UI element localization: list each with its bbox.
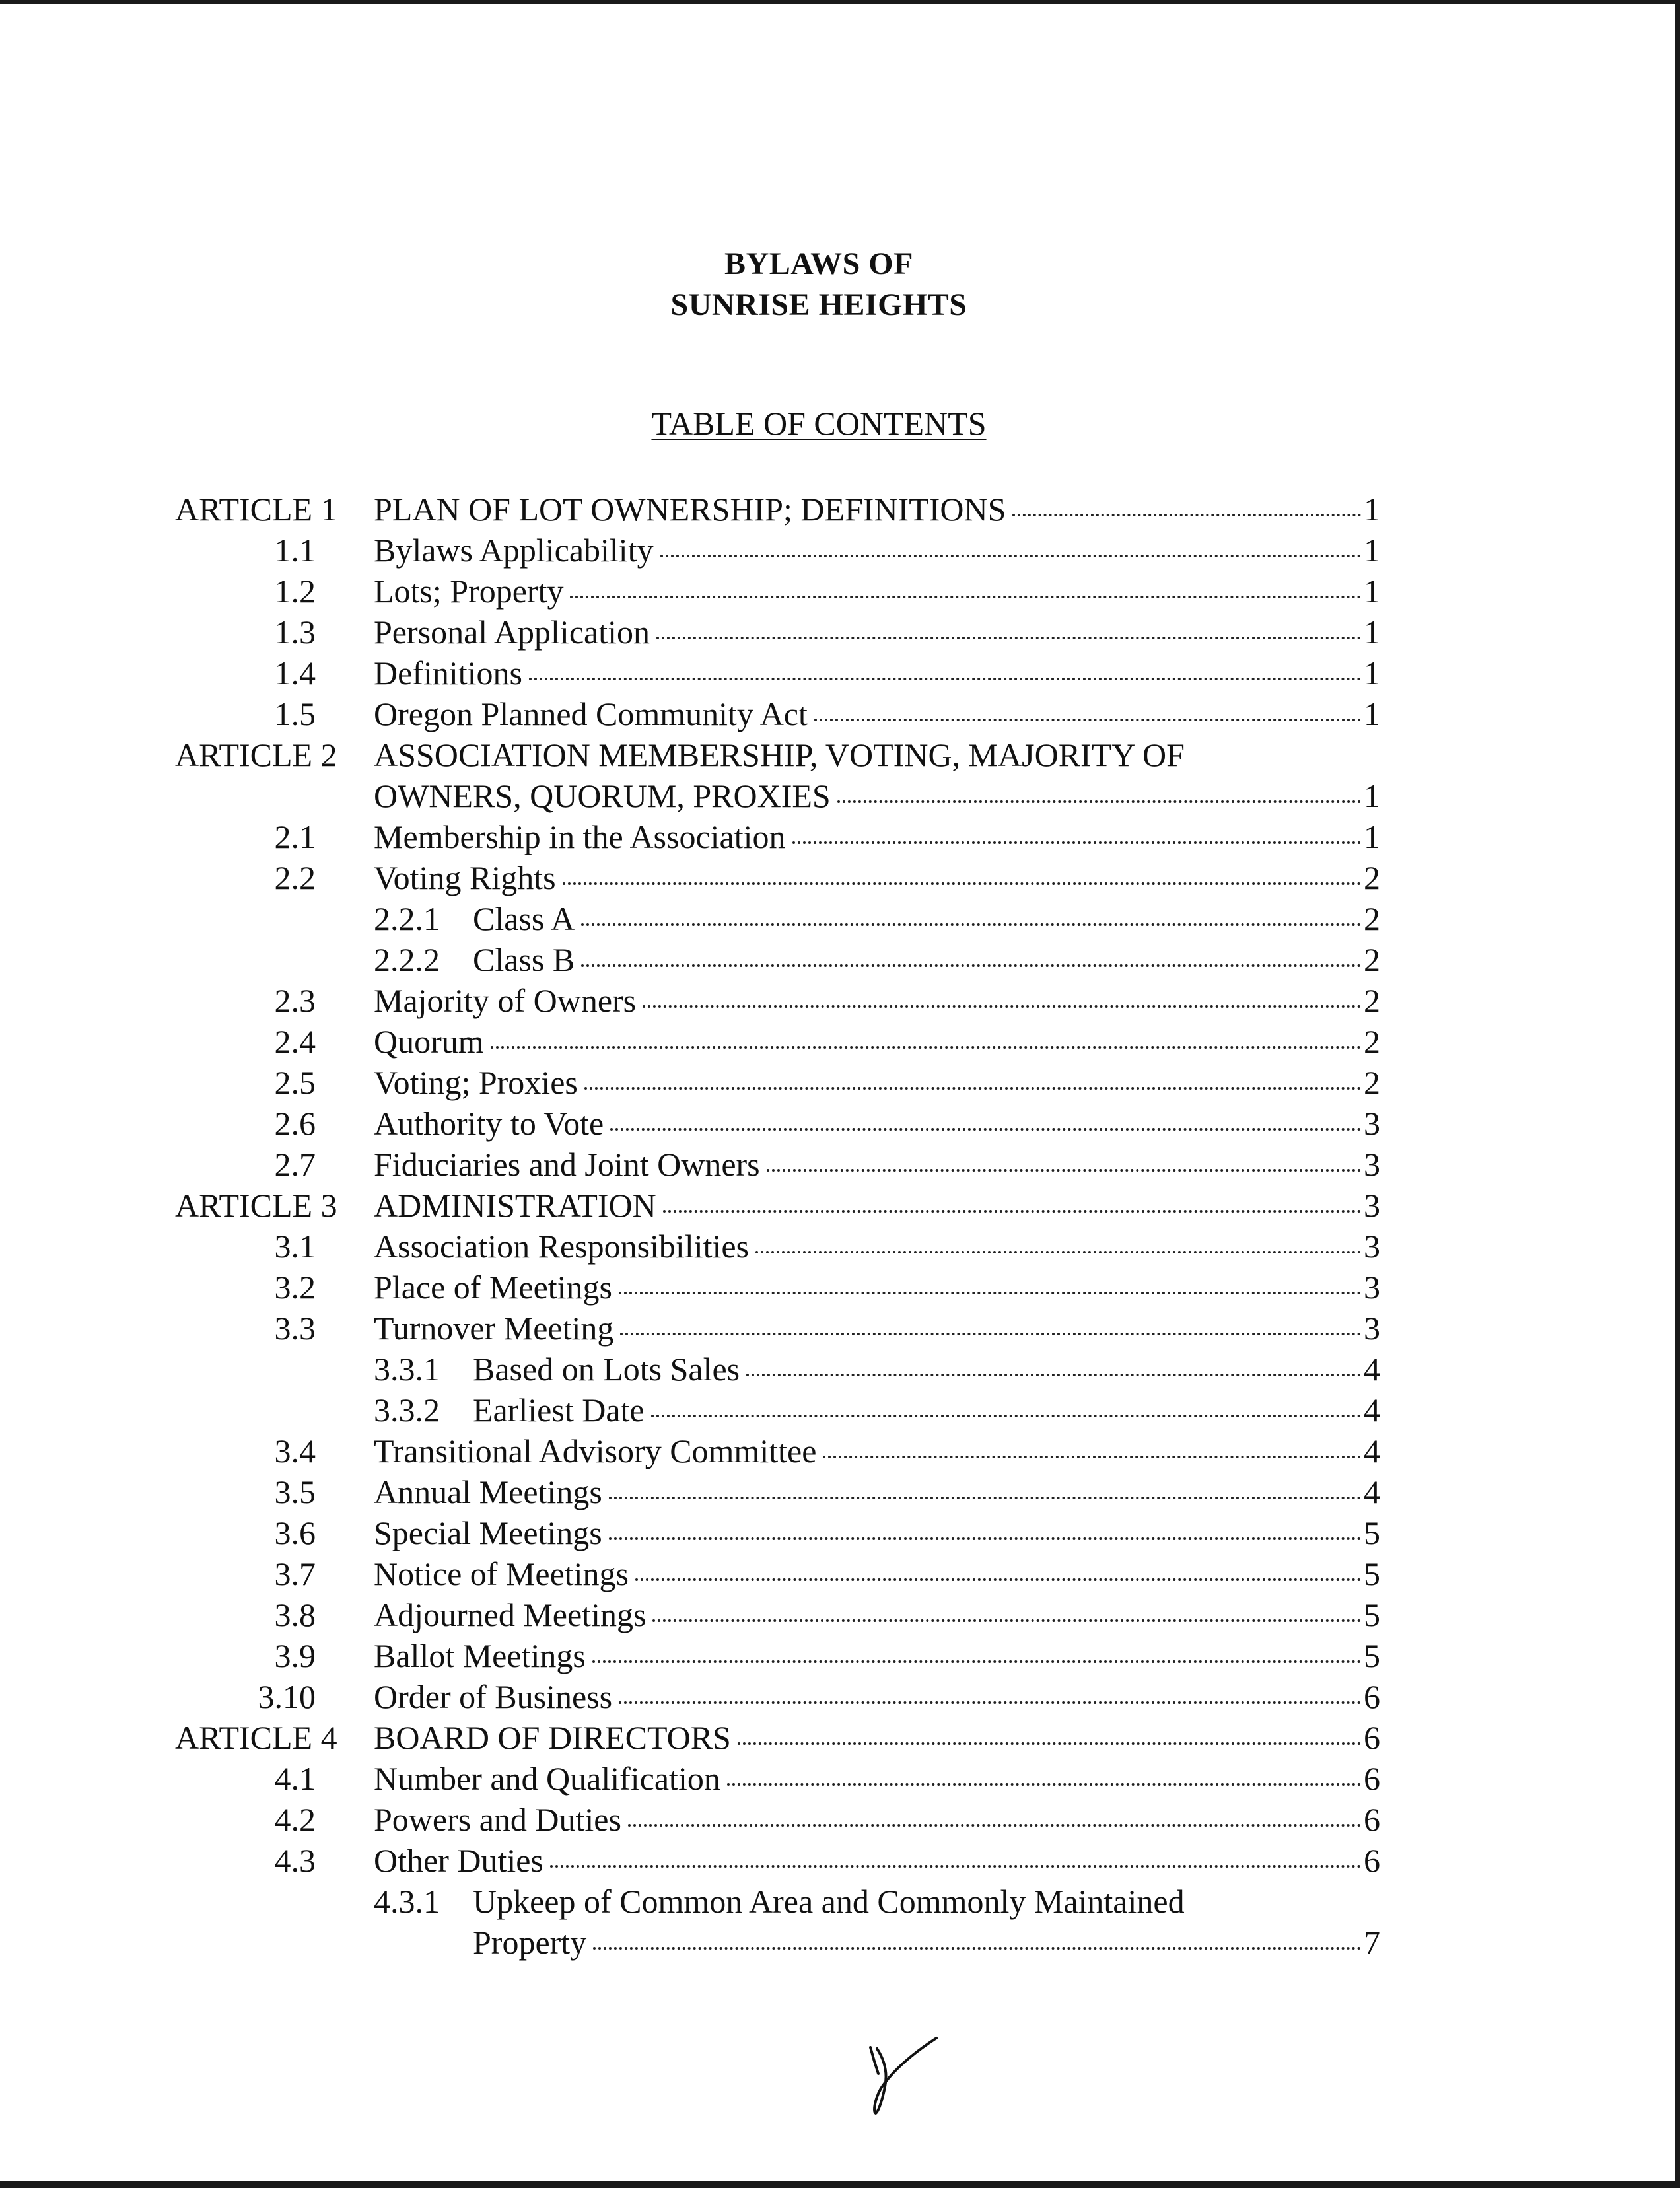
toc-row — [0, 1308, 1680, 1349]
toc-entry[interactable] — [374, 1512, 1380, 1553]
toc-entry-title: Fiduciaries and Joint Owners — [374, 1146, 760, 1183]
toc-page-number: 1 — [1364, 532, 1380, 569]
toc-dot-leader — [635, 1578, 1361, 1581]
toc-dot-leader — [628, 1824, 1361, 1827]
toc-section-number: 3.6 — [274, 1514, 316, 1551]
toc-row — [0, 489, 1680, 530]
toc-section-number: 3.2 — [274, 1269, 316, 1306]
document-title-line-2: SUNRISE HEIGHTS — [670, 287, 967, 322]
toc-dot-leader — [823, 1456, 1361, 1458]
toc-entry[interactable] — [374, 1267, 1380, 1308]
toc-entry-title: ASSOCIATION MEMBERSHIP, VOTING, MAJORITY OF — [374, 736, 1185, 773]
toc-section-number: 1.5 — [274, 695, 316, 732]
toc-entry-title: ADMINISTRATION — [374, 1187, 656, 1224]
toc-entry-title: Powers and Duties — [374, 1801, 621, 1838]
toc-row — [0, 1267, 1680, 1308]
toc-page-number: 5 — [1364, 1596, 1380, 1633]
toc-section-number: 2.3 — [274, 982, 316, 1019]
toc-entry-title: Other Duties — [374, 1842, 543, 1879]
toc-page-number: 4 — [1364, 1392, 1380, 1429]
toc-entry-title: Special Meetings — [374, 1514, 602, 1551]
toc-row — [0, 1185, 1680, 1226]
toc-dot-leader — [767, 1169, 1361, 1172]
toc-page-number: 3 — [1364, 1146, 1380, 1183]
toc-page-number: 6 — [1364, 1842, 1380, 1879]
toc-page-number: 2 — [1364, 859, 1380, 896]
toc-entry[interactable] — [374, 693, 1380, 734]
toc-entry[interactable] — [374, 1594, 1380, 1635]
toc-page-number: 1 — [1364, 777, 1380, 814]
toc-dot-leader — [643, 1005, 1361, 1008]
toc-entry-title: Voting; Proxies — [374, 1064, 578, 1101]
toc-section-number: 3.8 — [274, 1596, 316, 1633]
toc-section-number: 3.5 — [274, 1473, 316, 1510]
toc-row — [0, 1553, 1680, 1594]
toc-page-number: 1 — [1364, 573, 1380, 610]
toc-entry-title: Quorum — [374, 1023, 484, 1060]
toc-section-number: 2.1 — [274, 818, 316, 855]
toc-page-number: 2 — [1364, 1023, 1380, 1060]
toc-entry[interactable] — [374, 1676, 1380, 1717]
toc-dot-leader — [663, 1210, 1361, 1213]
toc-entry[interactable] — [374, 1226, 1380, 1267]
toc-entry[interactable] — [374, 1430, 1380, 1471]
toc-section-number: 1.1 — [274, 532, 316, 569]
toc-row — [0, 1758, 1680, 1799]
toc-row — [0, 653, 1680, 693]
toc-entry[interactable] — [374, 1103, 1380, 1144]
toc-entry[interactable] — [473, 1922, 1380, 1963]
toc-entry[interactable] — [473, 939, 1380, 980]
toc-section-number: 3.4 — [274, 1432, 316, 1469]
toc-entry-title: Adjourned Meetings — [374, 1596, 647, 1633]
toc-entry-title: Ballot Meetings — [374, 1637, 586, 1674]
toc-section-number: 3.1 — [274, 1228, 316, 1265]
toc-row — [0, 816, 1680, 857]
toc-entry-title: Turnover Meeting — [374, 1310, 614, 1347]
toc-dot-leader — [491, 1046, 1361, 1049]
toc-entry-title: Order of Business — [374, 1678, 613, 1715]
toc-entry[interactable] — [374, 734, 1185, 775]
toc-row — [0, 1840, 1680, 1881]
toc-row — [0, 1390, 1680, 1430]
toc-entry-title: Majority of Owners — [374, 982, 637, 1019]
toc-entry-title: Lots; Property — [374, 573, 564, 610]
toc-entry-title: Class A — [473, 900, 575, 937]
toc-dot-leader — [746, 1374, 1361, 1376]
toc-dot-leader — [656, 637, 1361, 639]
toc-page-number: 2 — [1364, 982, 1380, 1019]
toc-entry[interactable] — [374, 653, 1380, 693]
toc-entry-title: PLAN OF LOT OWNERSHIP; DEFINITIONS — [374, 491, 1006, 528]
toc-row — [0, 980, 1680, 1021]
toc-dot-leader — [619, 1292, 1361, 1294]
toc-section-number: 4.1 — [274, 1760, 316, 1797]
toc-section-number: 2.2 — [274, 859, 316, 896]
toc-subsection-number: 2.2.1 — [374, 900, 440, 937]
toc-dot-leader — [738, 1742, 1361, 1745]
toc-entry-title: Membership in the Association — [374, 818, 786, 855]
toc-entry[interactable] — [374, 571, 1380, 612]
toc-dot-leader — [619, 1701, 1361, 1704]
toc-page-number: 1 — [1364, 654, 1380, 691]
toc-section-number: 4.3 — [274, 1842, 316, 1879]
toc-entry[interactable] — [473, 1881, 1185, 1922]
toc-entry-title: Transitional Advisory Committee — [374, 1432, 817, 1469]
toc-entry[interactable] — [374, 816, 1380, 857]
toc-page-number: 3 — [1364, 1187, 1380, 1224]
toc-dot-leader — [581, 923, 1361, 926]
toc-dot-leader — [563, 882, 1361, 885]
toc-row — [0, 857, 1680, 898]
toc-page-number: 1 — [1364, 818, 1380, 855]
toc-entry[interactable] — [374, 775, 1380, 816]
toc-section-number: 3.3 — [274, 1310, 316, 1347]
toc-dot-leader — [609, 1497, 1361, 1499]
toc-entry[interactable] — [374, 857, 1380, 898]
toc-row — [0, 1349, 1680, 1390]
toc-entry-title: Class B — [473, 941, 575, 978]
toc-section-number: 2.6 — [274, 1105, 316, 1142]
toc-entry-title: Property — [473, 1924, 587, 1961]
toc-row — [0, 1676, 1680, 1717]
toc-heading-text: TABLE OF CONTENTS — [651, 405, 987, 442]
toc-dot-leader — [593, 1947, 1361, 1950]
toc-entry-title: Bylaws Applicability — [374, 532, 654, 569]
toc-entry[interactable] — [374, 1471, 1380, 1512]
toc-row — [0, 1021, 1680, 1062]
toc-dot-leader — [652, 1619, 1361, 1622]
toc-dot-leader — [727, 1783, 1361, 1786]
toc-row — [0, 898, 1680, 939]
table-of-contents — [0, 489, 1680, 1963]
handwritten-initials — [858, 2034, 951, 2120]
toc-page-number: 4 — [1364, 1351, 1380, 1388]
toc-entry-title: Association Responsibilities — [374, 1228, 750, 1265]
toc-entry-title: BOARD OF DIRECTORS — [374, 1719, 731, 1756]
toc-section-number: 2.4 — [274, 1023, 316, 1060]
toc-section-number: 4.2 — [274, 1801, 316, 1838]
toc-dot-leader — [755, 1251, 1361, 1253]
toc-page-number: 4 — [1364, 1432, 1380, 1469]
toc-entry[interactable] — [374, 1144, 1380, 1185]
toc-row — [0, 1717, 1680, 1758]
toc-entry-title: OWNERS, QUORUM, PROXIES — [374, 777, 831, 814]
toc-subsection-number: 4.3.1 — [374, 1883, 440, 1920]
toc-row — [0, 775, 1680, 816]
toc-section-number: 1.4 — [274, 654, 316, 691]
toc-page-number: 5 — [1364, 1514, 1380, 1551]
toc-row — [0, 939, 1680, 980]
toc-entry[interactable] — [374, 1185, 1380, 1226]
toc-dot-leader — [620, 1333, 1361, 1335]
toc-page-number: 5 — [1364, 1637, 1380, 1674]
toc-row — [0, 1922, 1680, 1963]
toc-section-number: 2.7 — [274, 1146, 316, 1183]
toc-row — [0, 571, 1680, 612]
toc-page-number: 3 — [1364, 1228, 1380, 1265]
toc-article-number: ARTICLE 3 — [175, 1187, 337, 1224]
toc-entry[interactable] — [374, 530, 1380, 571]
toc-entry[interactable] — [374, 1635, 1380, 1676]
toc-row — [0, 1144, 1680, 1185]
toc-article-number: ARTICLE 4 — [175, 1719, 337, 1756]
toc-article-number: ARTICLE 2 — [175, 736, 337, 773]
toc-heading — [0, 404, 1638, 442]
toc-row — [0, 693, 1680, 734]
toc-dot-leader — [581, 964, 1361, 967]
toc-entry[interactable] — [473, 1390, 1380, 1430]
toc-entry-title: Oregon Planned Community Act — [374, 695, 808, 732]
toc-section-number: 3.9 — [274, 1637, 316, 1674]
toc-entry-title: Annual Meetings — [374, 1473, 602, 1510]
toc-page-number: 1 — [1364, 491, 1380, 528]
toc-entry[interactable] — [374, 612, 1380, 653]
toc-entry[interactable] — [374, 1799, 1380, 1840]
toc-dot-leader — [550, 1865, 1361, 1868]
toc-row — [0, 1594, 1680, 1635]
toc-section-number: 1.2 — [274, 573, 316, 610]
toc-entry[interactable] — [374, 1553, 1380, 1594]
toc-dot-leader — [660, 555, 1361, 557]
toc-page-number: 3 — [1364, 1105, 1380, 1142]
toc-entry-title: Number and Qualification — [374, 1760, 720, 1797]
toc-row — [0, 1226, 1680, 1267]
toc-subsection-number: 2.2.2 — [374, 941, 440, 978]
toc-page-number: 2 — [1364, 900, 1380, 937]
toc-row — [0, 1103, 1680, 1144]
toc-section-number: 3.10 — [258, 1678, 316, 1715]
toc-section-number: 2.5 — [274, 1064, 316, 1101]
toc-row — [0, 1635, 1680, 1676]
toc-row — [0, 1881, 1680, 1922]
toc-entry-title: Upkeep of Common Area and Commonly Maintained — [473, 1883, 1185, 1920]
toc-row — [0, 1471, 1680, 1512]
toc-dot-leader — [584, 1087, 1361, 1090]
toc-row — [0, 1430, 1680, 1471]
toc-row — [0, 530, 1680, 571]
toc-page-number: 3 — [1364, 1269, 1380, 1306]
toc-page-number: 6 — [1364, 1801, 1380, 1838]
toc-entry[interactable] — [374, 1840, 1380, 1881]
toc-entry[interactable] — [374, 489, 1380, 530]
toc-entry[interactable] — [374, 1758, 1380, 1799]
toc-entry-title: Notice of Meetings — [374, 1555, 629, 1592]
page-edge-top — [0, 0, 1680, 4]
toc-page-number: 3 — [1364, 1310, 1380, 1347]
toc-dot-leader — [1012, 514, 1361, 516]
toc-entry[interactable] — [374, 1021, 1380, 1062]
toc-dot-leader — [592, 1660, 1361, 1663]
toc-entry[interactable] — [374, 1717, 1380, 1758]
toc-row — [0, 612, 1680, 653]
toc-page-number: 2 — [1364, 941, 1380, 978]
toc-dot-leader — [609, 1537, 1361, 1540]
toc-page-number: 1 — [1364, 614, 1380, 651]
toc-entry-title: Based on Lots Sales — [473, 1351, 740, 1388]
toc-entry-title: Personal Application — [374, 614, 650, 651]
toc-row — [0, 1512, 1680, 1553]
toc-subsection-number: 3.3.1 — [374, 1351, 440, 1388]
toc-row — [0, 1799, 1680, 1840]
toc-page-number: 1 — [1364, 695, 1380, 732]
page-edge-bottom — [0, 2181, 1680, 2188]
toc-entry[interactable] — [473, 898, 1380, 939]
toc-row — [0, 1062, 1680, 1103]
toc-entry[interactable] — [374, 1062, 1380, 1103]
toc-dot-leader — [651, 1415, 1361, 1417]
toc-entry-title: Authority to Vote — [374, 1105, 604, 1142]
toc-entry-title: Voting Rights — [374, 859, 556, 896]
toc-section-number: 3.7 — [274, 1555, 316, 1592]
toc-entry[interactable] — [374, 980, 1380, 1021]
toc-row — [0, 734, 1680, 775]
toc-page-number: 7 — [1364, 1924, 1380, 1961]
toc-page-number: 6 — [1364, 1719, 1380, 1756]
toc-page-number: 6 — [1364, 1678, 1380, 1715]
toc-entry[interactable] — [374, 1308, 1380, 1349]
toc-page-number: 4 — [1364, 1473, 1380, 1510]
toc-entry-title: Place of Meetings — [374, 1269, 613, 1306]
toc-article-number: ARTICLE 1 — [175, 491, 337, 528]
toc-entry-title: Earliest Date — [473, 1392, 645, 1429]
toc-page-number: 2 — [1364, 1064, 1380, 1101]
toc-subsection-number: 3.3.2 — [374, 1392, 440, 1429]
document-title-line-1: BYLAWS OF — [724, 246, 913, 281]
toc-dot-leader — [610, 1128, 1361, 1131]
toc-page-number: 6 — [1364, 1760, 1380, 1797]
toc-page-number: 5 — [1364, 1555, 1380, 1592]
toc-dot-leader — [570, 596, 1361, 598]
toc-entry[interactable] — [473, 1349, 1380, 1390]
toc-dot-leader — [529, 678, 1361, 680]
toc-entry-title: Definitions — [374, 654, 522, 691]
toc-dot-leader — [837, 800, 1361, 803]
toc-section-number: 1.3 — [274, 614, 316, 651]
toc-dot-leader — [814, 719, 1361, 721]
toc-dot-leader — [792, 841, 1361, 844]
